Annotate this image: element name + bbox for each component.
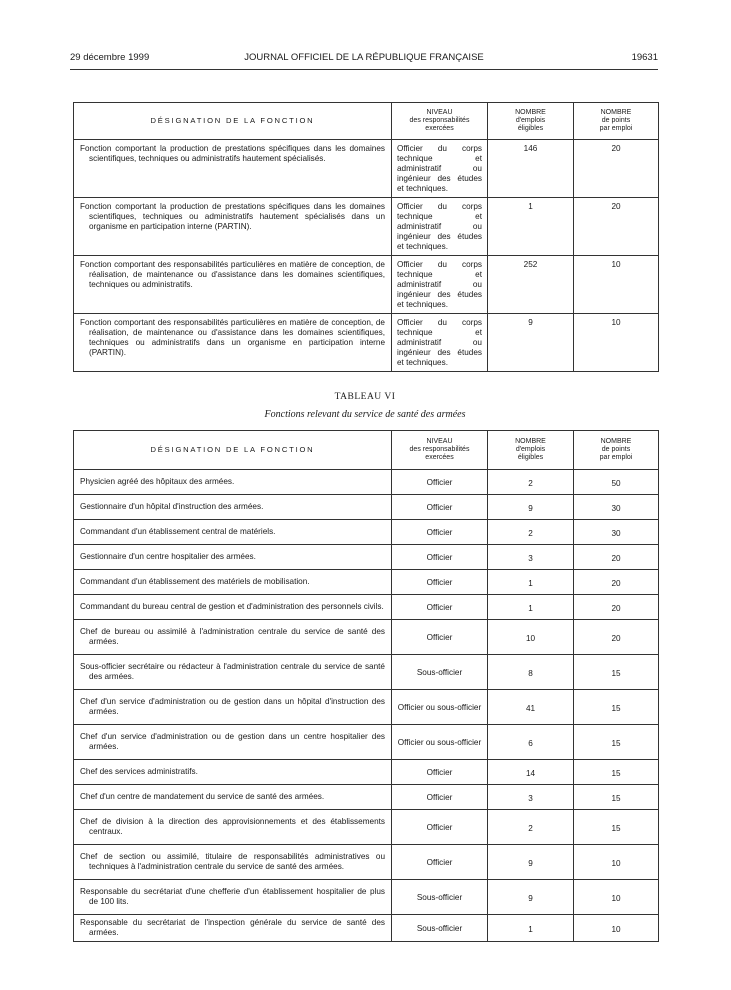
table-row	[74, 256, 659, 314]
cell-nombre-emplois: 252	[488, 256, 574, 314]
cell-niveau: Officier	[392, 495, 488, 520]
col-header-points: NOMBRE de points par emploi	[574, 431, 659, 470]
table-row	[74, 198, 659, 256]
cell-nombre-emplois: 9	[488, 314, 574, 372]
cell-nombre-emplois: 9	[488, 880, 574, 915]
cell-designation: Commandant d'un établissement central de matériels.	[74, 520, 392, 545]
cell-nombre-points: 15	[574, 655, 659, 690]
cell-nombre-points: 10	[574, 915, 659, 942]
table-service-sante	[73, 430, 659, 942]
table-row	[74, 810, 659, 845]
cell-nombre-points: 20	[574, 140, 659, 198]
cell-nombre-emplois: 9	[488, 495, 574, 520]
cell-nombre-emplois: 1	[488, 198, 574, 256]
col-header-niveau: NIVEAU des responsabilités exercées	[392, 103, 488, 140]
table-row	[74, 725, 659, 760]
cell-designation: Physicien agréé des hôpitaux des armées.	[74, 470, 392, 495]
cell-designation: Chef des services administratifs.	[74, 760, 392, 785]
cell-niveau: Officier	[392, 545, 488, 570]
cell-niveau: Sous-officier	[392, 655, 488, 690]
table-row	[74, 314, 659, 372]
cell-nombre-points: 15	[574, 810, 659, 845]
cell-niveau: Sous-officier	[392, 915, 488, 942]
cell-niveau: Officier	[392, 620, 488, 655]
cell-niveau: Officier	[392, 785, 488, 810]
table-row	[74, 655, 659, 690]
col-header-niveau: NIVEAU des responsabilités exercées	[392, 431, 488, 470]
cell-designation: Chef de division à la direction des approvisionnements et des établissements centraux.	[74, 810, 392, 845]
table-row	[74, 545, 659, 570]
cell-nombre-emplois: 1	[488, 595, 574, 620]
col-header-nombre: NOMBRE d'emplois éligibles	[488, 103, 574, 140]
table-row	[74, 470, 659, 495]
cell-nombre-emplois: 3	[488, 785, 574, 810]
col-header-designation: DÉSIGNATION DE LA FONCTION	[74, 103, 392, 140]
col-header-points: NOMBRE de points par emploi	[574, 103, 659, 140]
cell-designation: Fonction comportant la production de prestations spécifiques dans les domaines scientifiques, techniques ou administratifs hautement spécialisés dans un organisme en participation interne (PARTIN).	[74, 198, 392, 256]
table-row	[74, 620, 659, 655]
cell-nombre-points: 15	[574, 760, 659, 785]
tableau-title: TABLEAU VI	[334, 392, 396, 402]
cell-nombre-points: 20	[574, 545, 659, 570]
cell-designation: Chef d'un centre de mandatement du service de santé des armées.	[74, 785, 392, 810]
table-row	[74, 595, 659, 620]
cell-nombre-emplois: 1	[488, 570, 574, 595]
col-header-designation: DÉSIGNATION DE LA FONCTION	[74, 431, 392, 470]
cell-nombre-points: 20	[574, 595, 659, 620]
header-journal-title: JOURNAL OFFICIEL DE LA RÉPUBLIQUE FRANÇAISE	[244, 52, 484, 63]
table-row	[74, 690, 659, 725]
cell-nombre-emplois: 2	[488, 810, 574, 845]
cell-niveau: Officier	[392, 845, 488, 880]
cell-designation: Fonction comportant la production de prestations spécifiques dans les domaines scientifiques, techniques ou administratifs hautement spécialisés.	[74, 140, 392, 198]
cell-nombre-points: 10	[574, 880, 659, 915]
table-row	[74, 915, 659, 942]
cell-designation: Sous-officier secrétaire ou rédacteur à l'administration centrale du service de santé des armées.	[74, 655, 392, 690]
table-body	[74, 140, 659, 372]
cell-nombre-points: 15	[574, 725, 659, 760]
table-row	[74, 140, 659, 198]
cell-nombre-emplois: 9	[488, 845, 574, 880]
cell-niveau: Officier	[392, 595, 488, 620]
table-row	[74, 845, 659, 880]
cell-nombre-emplois: 1	[488, 915, 574, 942]
cell-nombre-points: 30	[574, 520, 659, 545]
tableau-subtitle: Fonctions relevant du service de santé des armées	[264, 409, 466, 420]
cell-designation: Responsable du secrétariat de l'inspection générale du service de santé des armées.	[74, 915, 392, 942]
cell-niveau: Officier du corps technique et administratif ou ingénieur des études et techniques.	[392, 256, 488, 314]
header-page-number: 19631	[631, 52, 658, 63]
cell-niveau: Officier du corps technique et administratif ou ingénieur des études et techniques.	[392, 198, 488, 256]
cell-designation: Fonction comportant des responsabilités particulières en matière de conception, de réalisation, de maintenance ou d'assistance dans les domaines scientifiques, techniques ou administratifs dans un organisme en participation interne (PARTIN).	[74, 314, 392, 372]
cell-designation: Gestionnaire d'un hôpital d'instruction des armées.	[74, 495, 392, 520]
cell-niveau: Officier	[392, 810, 488, 845]
cell-niveau: Officier	[392, 570, 488, 595]
table-row	[74, 760, 659, 785]
cell-niveau: Officier	[392, 760, 488, 785]
cell-nombre-points: 10	[574, 845, 659, 880]
cell-designation: Chef d'un service d'administration ou de gestion dans un hôpital d'instruction des armées.	[74, 690, 392, 725]
cell-nombre-emplois: 6	[488, 725, 574, 760]
cell-nombre-points: 10	[574, 314, 659, 372]
cell-nombre-points: 15	[574, 690, 659, 725]
table-row	[74, 495, 659, 520]
cell-nombre-points: 10	[574, 256, 659, 314]
cell-niveau: Sous-officier	[392, 880, 488, 915]
cell-nombre-emplois: 14	[488, 760, 574, 785]
header-date: 29 décembre 1999	[70, 52, 150, 63]
cell-niveau: Officier du corps technique et administratif ou ingénieur des études et techniques.	[392, 140, 488, 198]
cell-niveau: Officier ou sous-officier	[392, 725, 488, 760]
table-row	[74, 880, 659, 915]
col-header-nombre: NOMBRE d'emplois éligibles	[488, 431, 574, 470]
cell-nombre-points: 15	[574, 785, 659, 810]
cell-nombre-points: 30	[574, 495, 659, 520]
cell-nombre-emplois: 146	[488, 140, 574, 198]
cell-designation: Commandant d'un établissement des matériels de mobilisation.	[74, 570, 392, 595]
cell-designation: Fonction comportant des responsabilités particulières en matière de conception, de réalisation, de maintenance ou d'assistance dans les domaines scientifiques, techniques ou administratifs.	[74, 256, 392, 314]
cell-niveau: Officier	[392, 520, 488, 545]
cell-designation: Chef d'un service d'administration ou de gestion dans un centre hospitalier des armées.	[74, 725, 392, 760]
cell-designation: Commandant du bureau central de gestion et d'administration des personnels civils.	[74, 595, 392, 620]
table-row	[74, 570, 659, 595]
cell-nombre-emplois: 8	[488, 655, 574, 690]
cell-niveau: Officier ou sous-officier	[392, 690, 488, 725]
cell-nombre-points: 20	[574, 198, 659, 256]
cell-nombre-emplois: 10	[488, 620, 574, 655]
cell-nombre-emplois: 2	[488, 520, 574, 545]
table-row	[74, 785, 659, 810]
cell-nombre-points: 50	[574, 470, 659, 495]
page-header	[70, 52, 658, 70]
cell-nombre-points: 20	[574, 570, 659, 595]
cell-nombre-emplois: 3	[488, 545, 574, 570]
table-row	[74, 520, 659, 545]
cell-nombre-points: 20	[574, 620, 659, 655]
cell-niveau: Officier	[392, 470, 488, 495]
table-body	[74, 470, 659, 942]
cell-nombre-emplois: 41	[488, 690, 574, 725]
cell-nombre-emplois: 2	[488, 470, 574, 495]
table-fonctions-techniques	[73, 102, 659, 372]
cell-designation: Responsable du secrétariat d'une chefferie d'un établissement hospitalier de plus de 100 lits.	[74, 880, 392, 915]
cell-designation: Chef de section ou assimilé, titulaire de responsabilités administratives ou techniques à l'administration centrale du service de santé des armées.	[74, 845, 392, 880]
cell-niveau: Officier du corps technique et administratif ou ingénieur des études et techniques.	[392, 314, 488, 372]
cell-designation: Gestionnaire d'un centre hospitalier des armées.	[74, 545, 392, 570]
cell-designation: Chef de bureau ou assimilé à l'administration centrale du service de santé des armées.	[74, 620, 392, 655]
